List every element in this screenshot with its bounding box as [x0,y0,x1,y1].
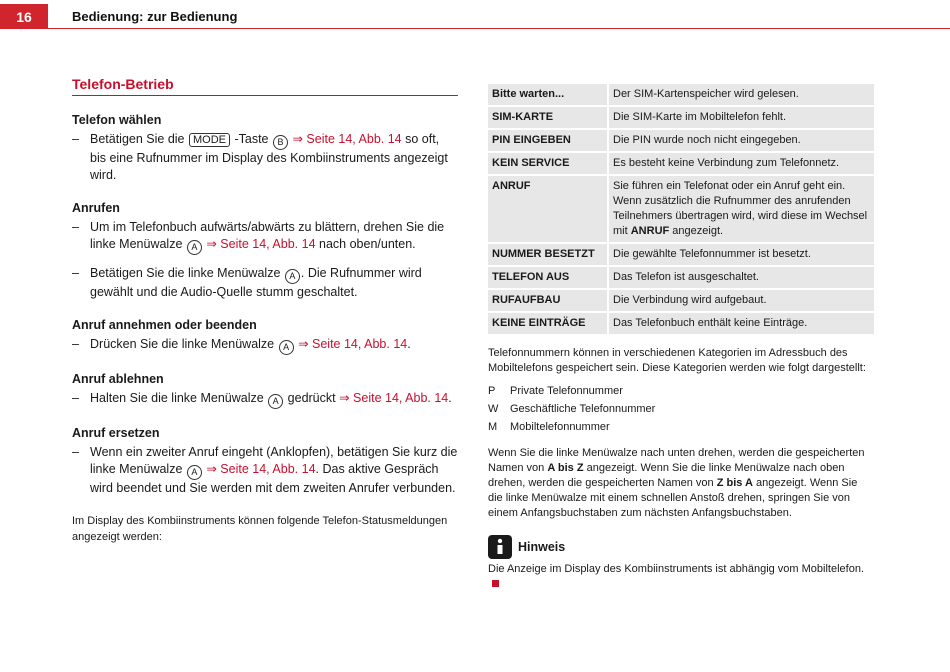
table-row [488,290,874,311]
section-title: Telefon-Betrieb [72,76,458,96]
control-circle-icon: B [273,135,288,150]
table-row [488,267,874,288]
bold-run: Z bis A [716,477,753,489]
status-code: PIN EINGEBEN [488,130,607,151]
page-number: 16 [0,4,48,29]
control-circle-icon: A [279,340,294,355]
text-run: -Taste [231,132,272,146]
hint-text-body: Die Anzeige im Display des Kombiinstruments ist abhängig vom Mobiltelefon. [488,563,865,575]
block-heading: Anrufen [72,201,120,215]
status-code: KEINE EINTRÄGE [488,313,607,334]
text-run: nach oben/unten. [315,237,416,251]
status-code: NUMMER BESETZT [488,244,607,265]
table-row [488,107,874,128]
list-item [488,418,874,436]
category-label: Private Telefonnummer [510,385,623,397]
key-label: MODE [189,133,230,147]
list-item [72,131,458,184]
category-label: Geschäftliche Telefonnummer [510,403,656,415]
text-run: Wenn ein zweiter Anruf eingeht (Anklopfen), betätigen Sie kurz die linke Menüwalze [90,445,458,476]
scroll-behavior-text [488,446,874,521]
table-row [488,153,874,174]
item-text [90,336,458,355]
page-header-title: Bedienung: zur Bedienung [72,9,238,24]
list-item [72,265,458,301]
control-circle-icon: A [187,240,202,255]
table-row [488,313,874,334]
table-row [488,84,874,105]
page-reference-link[interactable]: ⇒ Seite 14, Abb. 14 [339,391,449,405]
text-run: . Die Rufnummer wird gewählt und die Audio-Quelle stumm geschaltet. [90,266,422,299]
category-letter: W [488,403,499,415]
status-description: Der SIM-Kartenspeicher wird gelesen. [607,84,874,105]
category-letter: M [488,421,498,433]
text-run: . Das aktive Gespräch wird beendet und Sie werden mit dem zweiten Anrufer verbunden. [90,462,456,495]
page-reference-link[interactable]: ⇒ Seite 14, Abb. 14 [202,462,316,476]
block-heading: Telefon wählen [72,113,162,127]
info-icon [488,535,512,559]
status-description: Die SIM-Karte im Mobiltelefon fehlt. [607,107,874,128]
table-row [488,130,874,151]
text-run: Drücken Sie die linke Menüwalze [90,337,278,351]
status-table [488,82,874,336]
text-run: angezeigt. [669,225,724,237]
block-heading: Anruf ablehnen [72,372,164,386]
right-column [488,84,874,592]
dash-marker: – [72,266,79,280]
status-description: Die PIN wurde noch nicht eingegeben. [607,130,874,151]
text-run: Betätigen Sie die linke Menüwalze [90,266,284,280]
bold-run: ANRUF [630,225,670,237]
control-circle-icon: A [285,269,300,284]
item-text [90,219,458,255]
page-reference-link[interactable]: ⇒ Seite 14, Abb. 14 [289,132,402,146]
list-item [488,382,874,400]
categories-intro-text: Telefonnummern können in verschiedenen Kategorien im Adressbuch des Mobiltelefons gespeichert sein. Diese Kategorien werden wie folgt dargestellt: [488,347,866,374]
text-run: Halten Sie die linke Menüwalze [90,391,268,405]
dash-marker: – [72,391,79,405]
item-text [90,265,458,301]
text-run: Wenn Sie die linke Menüwalze nach unten drehen, werden die gespeicherten Namen von [488,447,865,474]
status-description: Das Telefon ist ausgeschaltet. [607,267,874,288]
text-run: angezeigt. Wenn Sie die linke Menüwalze nach oben drehen, werden die gespeicherten Namen von [488,462,845,489]
dash-marker: – [72,220,79,234]
status-code: Bitte warten... [488,84,607,105]
dash-marker: – [72,132,79,146]
status-code: RUFAUFBAU [488,290,607,311]
hint-text [488,562,874,592]
item-text [90,444,458,497]
left-column [72,76,458,545]
text-run: . [448,391,452,405]
page-reference-link[interactable]: ⇒ Seite 14, Abb. 14 [202,237,316,251]
item-text [90,390,458,409]
control-circle-icon: A [187,465,202,480]
status-description [607,176,874,242]
instruction-blocks [72,113,458,497]
hint-title: Hinweis [518,540,566,554]
status-code: SIM-KARTE [488,107,607,128]
text-run: Betätigen Sie die [90,132,188,146]
text-run: so oft, bis eine Rufnummer im Display des Kombiinstruments angezeigt wird. [90,132,448,182]
category-letter: P [488,385,496,397]
text-run: . [407,337,411,351]
category-label: Mobiltelefonnummer [510,421,610,433]
list-item [488,400,874,418]
list-item [72,336,458,355]
end-mark-icon [492,580,499,587]
block-heading: Anruf ersetzen [72,426,160,440]
category-list [488,382,874,436]
status-code: KEIN SERVICE [488,153,607,174]
text-run: angezeigt. Wenn Sie die linke Menüwalze mit einem schnellen Anstoß drehen, springen Sie von einem Anfangsbuchstaben zum nächsten Anfangsbuchstaben. [488,477,858,519]
bold-run: A bis Z [547,462,584,474]
text-run: Sie führen ein Telefonat oder ein Anruf geht ein. Wenn zusätzlich die Rufnummer des anrufenden Teilnehmers übertragen wird, wird diese im Wechsel mit [613,180,868,237]
list-item [72,444,458,497]
status-code: ANRUF [488,176,607,242]
status-description: Die Verbindung wird aufgebaut. [607,290,874,311]
header-rule [48,28,950,29]
list-item [72,219,458,255]
dash-marker: – [72,337,79,351]
status-code: TELEFON AUS [488,267,607,288]
control-circle-icon: A [268,394,283,409]
item-text [90,131,458,184]
dash-marker: – [72,445,79,459]
text-run: gedrückt [284,391,340,405]
list-item [72,390,458,409]
text-run: Um im Telefonbuch aufwärts/abwärts zu blättern, drehen Sie die linke Menüwalze [90,220,445,251]
table-row [488,244,874,265]
table-row [488,176,874,242]
status-description: Die gewählte Telefonnummer ist besetzt. [607,244,874,265]
block-heading: Anruf annehmen oder beenden [72,318,257,332]
hint-header [488,535,874,559]
status-intro-text: Im Display des Kombiinstruments können folgende Telefon-Statusmeldungen angezeigt werden: [72,515,448,543]
status-description: Es besteht keine Verbindung zum Telefonnetz. [607,153,874,174]
status-description: Das Telefonbuch enthält keine Einträge. [607,313,874,334]
page-reference-link[interactable]: ⇒ Seite 14, Abb. 14 [294,337,408,351]
